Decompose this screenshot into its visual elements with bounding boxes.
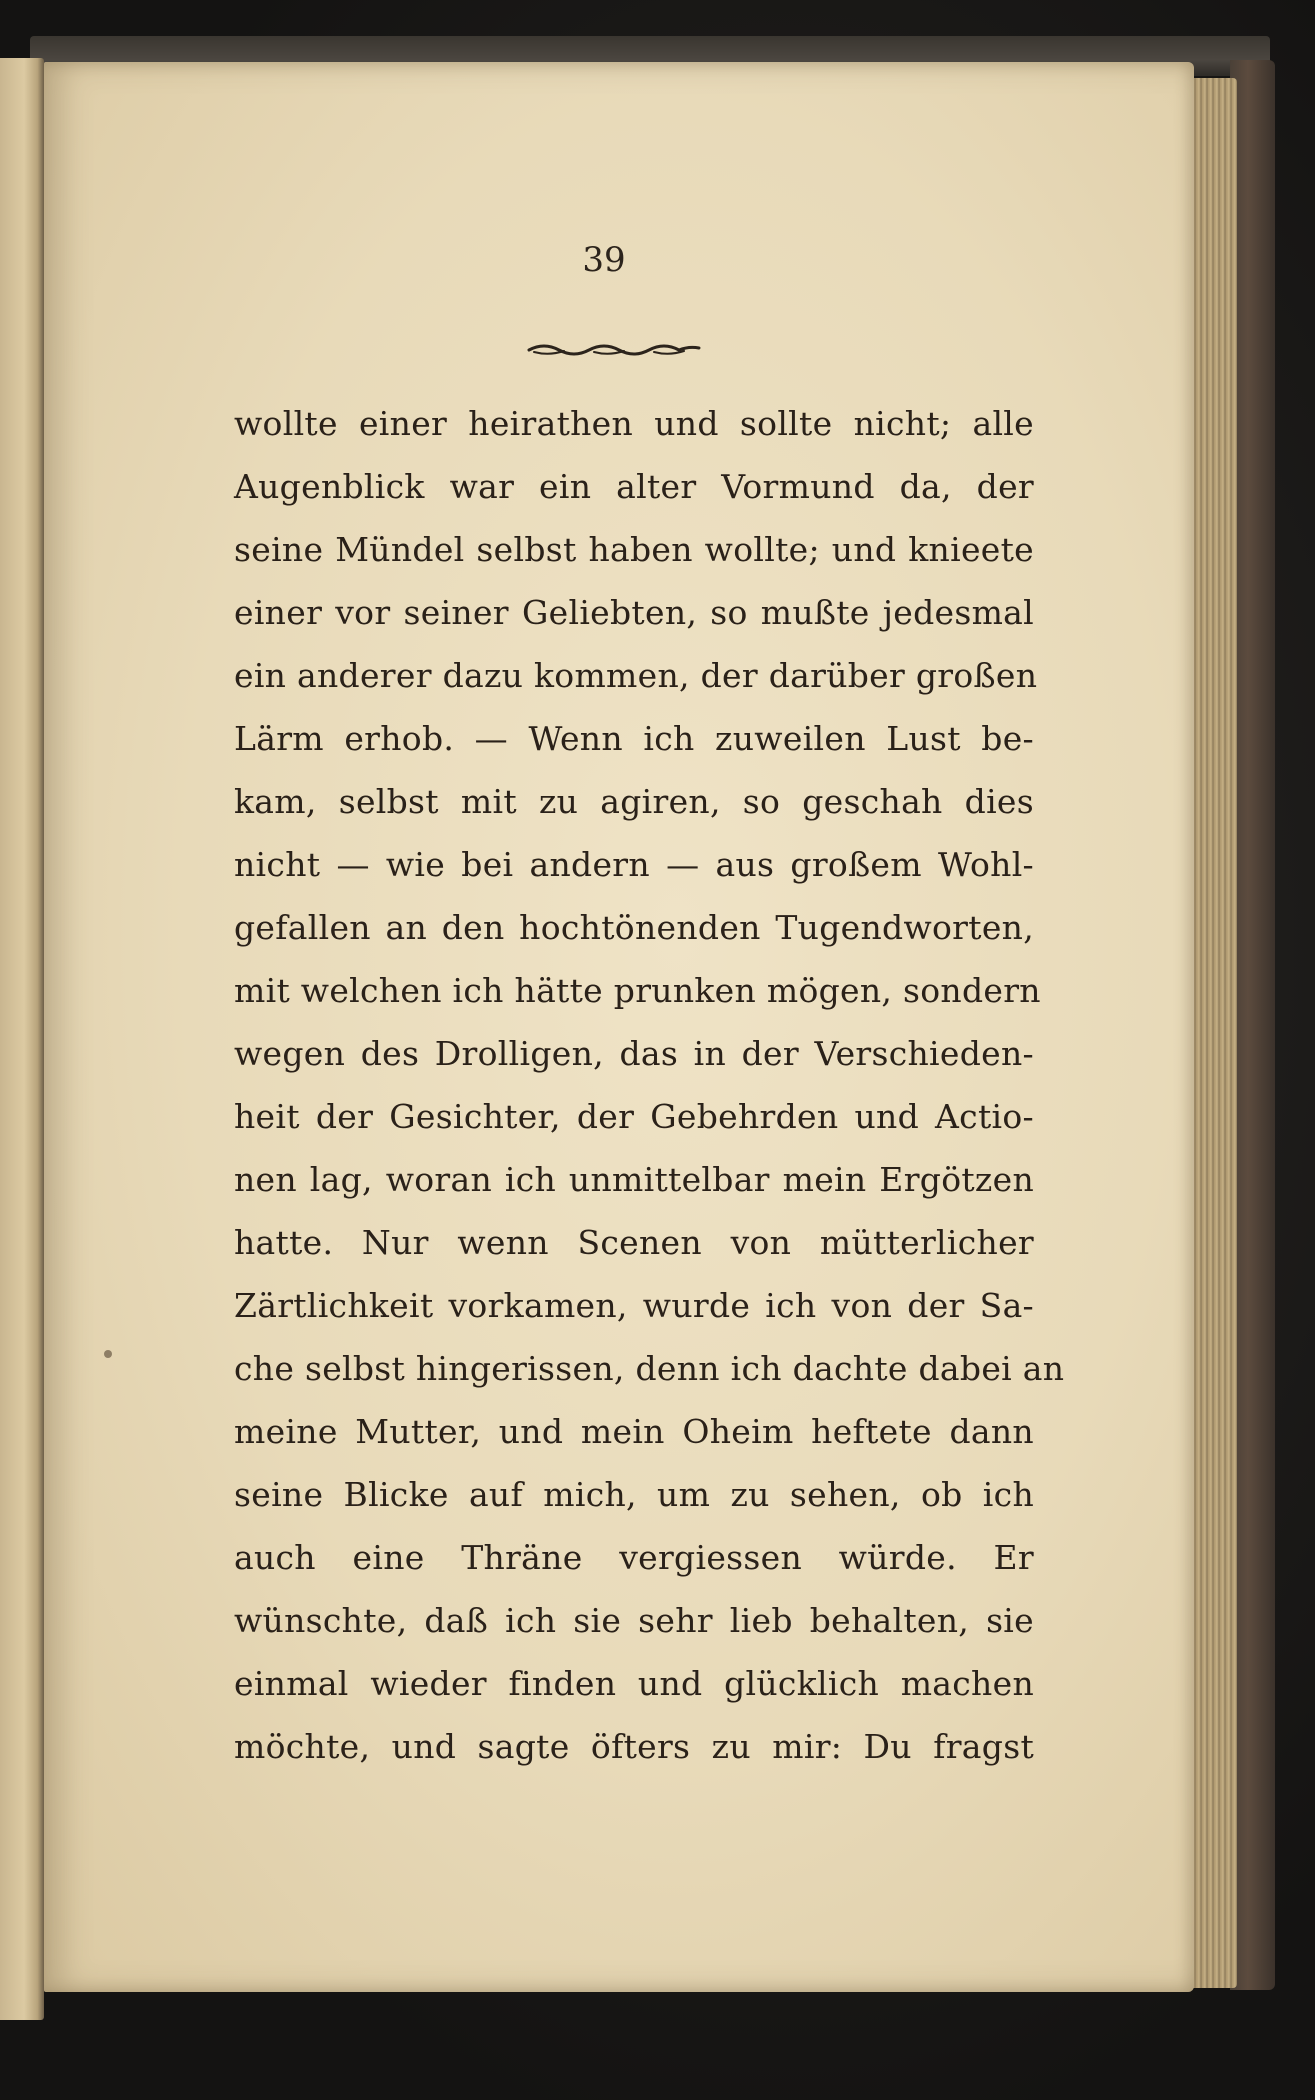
text-line: mit welchen ich hätte prunken mögen, sondern <box>234 971 1041 1010</box>
text-line: nen lag, woran ich unmittelbar mein Ergötzen <box>234 1160 1034 1199</box>
paper-blemish <box>104 1350 112 1358</box>
text-line: auch eine Thräne vergiessen würde. Er <box>234 1538 1034 1577</box>
text-line: heit der Gesichter, der Gebehrden und Actio- <box>234 1097 1034 1136</box>
text-line: Augenblick war ein alter Vormund da, der <box>234 467 1034 506</box>
text-line: einer vor seiner Geliebten, so mußte jedesmal <box>234 593 1034 632</box>
text-line: hatte. Nur wenn Scenen von mütterlicher <box>234 1223 1034 1262</box>
text-line: seine Mündel selbst haben wollte; und knieete <box>234 530 1034 569</box>
text-line: nicht — wie bei andern — aus großem Wohl- <box>234 845 1034 884</box>
text-line: Zärtlichkeit vorkamen, wurde ich von der Sa- <box>234 1286 1034 1325</box>
text-line: wollte einer heirathen und sollte nicht; alle <box>234 404 1034 443</box>
text-line: che selbst hingerissen, denn ich dachte dabei an <box>234 1349 1065 1388</box>
text-line: möchte, und sagte öfters zu mir: Du fragst <box>234 1727 1034 1766</box>
text-line: meine Mutter, und mein Oheim heftete dann <box>234 1412 1034 1451</box>
text-line: kam, selbst mit zu agiren, so geschah dies <box>234 782 1034 821</box>
decorative-rule-icon <box>524 340 704 360</box>
text-line: gefallen an den hochtönenden Tugendworten, <box>234 908 1034 947</box>
book-page <box>44 62 1194 1992</box>
text-line: wünschte, daß ich sie sehr lieb behalten, sie <box>234 1601 1034 1640</box>
text-line: einmal wieder finden und glücklich machen <box>234 1664 1034 1703</box>
text-line: wegen des Drolligen, das in der Verschieden- <box>234 1034 1034 1073</box>
facing-page-edge <box>0 58 44 2020</box>
page-number: 39 <box>582 240 626 280</box>
body-text <box>234 392 1065 1778</box>
text-line: seine Blicke auf mich, um zu sehen, ob ich <box>234 1475 1034 1514</box>
text-line: Lärm erhob. — Wenn ich zuweilen Lust be- <box>234 719 1034 758</box>
text-line: ein anderer dazu kommen, der darüber großen <box>234 656 1038 695</box>
